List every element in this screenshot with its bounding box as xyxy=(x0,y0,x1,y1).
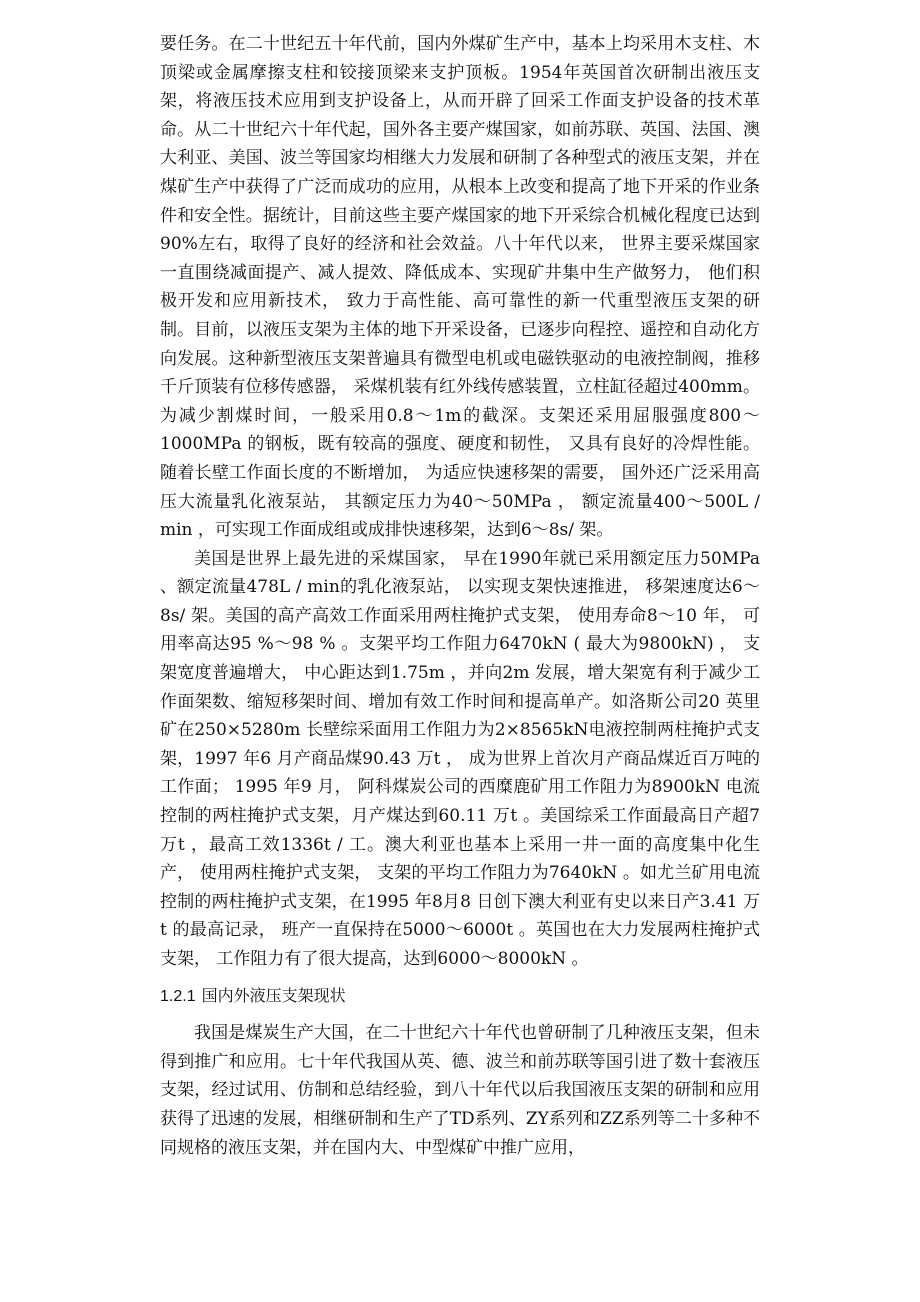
paragraph-1: 要任务。在二十世纪五十年代前，国内外煤矿生产中，基本上均采用木支柱、木顶梁或金属摩擦支柱和铰接顶梁来支护顶板。1954年英国首次研制出液压支架，将液压技术应用到支护设备上，从而开辟了回采工作面支护设备的技术革命。从二十世纪六十年代起，国外各主要产煤国家，如前苏联、英国、法国、澳大利亚、美国、波兰等国家均相继大力发展和研制了各种型式的液压支架，并在煤矿生产中获得了广泛而成功的应用，从根本上改变和提高了地下开采的作业条件和安全性。据统计，目前这些主要产煤国家的地下开采综合机械化程度已达到90%左右，取得了良好的经济和社会效益。八十年代以来， 世界主要采煤国家一直围绕减面提产、减人提效、降低成本、实现矿井集中生产做努力， 他们积极开发和应用新技术， 致力于高性能、高可靠性的新一代重型液压支架的研制。目前，以液压支架为主体的地下开采设备，已逐步向程控、遥控和自动化方向发展。这种新型液压支架普遍具有微型电机或电磁铁驱动的电液控制阀，推移千斤顶装有位移传感器， 采煤机装有红外线传感装置，立柱缸径超过400mm。为减少割煤时间，一般采用0.8～1m的截深。支架还采用屈服强度800～1000MPa 的钢板，既有较高的强度、硬度和韧性， 又具有良好的冷焊性能。随着长壁工作面长度的不断增加， 为适应快速移架的需要， 国外还广泛采用高压大流量乳化液泵站， 其额定压力为40～50MPa ， 额定流量400～500L / min ，可实现工作面成组或成排快速移架，达到6～8s/ 架。 xyxy=(160,34,760,541)
body-text xyxy=(160,30,760,1162)
paragraph-2: 美国是世界上最先进的采煤国家， 早在1990年就已采用额定压力50MPa 、额定流量478L / min的乳化液泵站， 以实现支架快速推进， 移架速度达6～8s/ 架。美国的高产高效工作面采用两柱掩护式支架， 使用寿命8～10 年， 可用率高达95 %～98 % 。支架平均工作阻力6470kN ( 最大为9800kN) ， 支架宽度普遍增大， 中心距达到1.75m ，并向2m 发展，增大架宽有利于减少工作面架数、缩短移架时间、增加有效工作时间和提高单产。如洛斯公司20 英里矿在250×5280m 长壁综采面用工作阻力为2×8565kN电液控制两柱掩护式支架，1997 年6 月产商品煤90.43 万t ， 成为世界上首次月产商品煤近百万吨的工作面； 1995 年9 月， 阿科煤炭公司的西糜鹿矿用工作阻力为8900kN 电流控制的两柱掩护式支架，月产煤达到60.11 万t 。美国综采工作面最高日产超7 万t ，最高工效1336t / 工。澳大利亚也基本上采用一井一面的高度集中化生产， 使用两柱掩护式支架， 支架的平均工作阻力为7640kN 。如尤兰矿用电流控制的两柱掩护式支架，在1995 年8月8 日创下澳大利亚有史以来日产3.41 万t 的最高记录， 班产一直保持在5000～6000t 。英国也在大力发展两柱掩护式支架， 工作阻力有了很大提高，达到6000～8000kN 。 xyxy=(160,548,760,969)
section-heading xyxy=(160,983,760,1012)
paragraph-3: 我国是煤炭生产大国，在二十世纪六十年代也曾研制了几种液压支架，但未得到推广和应用。七十年代我国从英、德、波兰和前苏联等国引进了数十套液压支架，经过试用、仿制和总结经验，到八十年代以后我国液压支架的研制和应用获得了迅速的发展，相继研制和生产了TD系列、ZY系列和ZZ系列等二十多种不同规格的液压支架，并在国内大、中型煤矿中推广应用， xyxy=(160,1023,760,1158)
section-number: 1.2.1 xyxy=(160,987,196,1005)
section-title: 国内外液压支架现状 xyxy=(201,987,346,1005)
